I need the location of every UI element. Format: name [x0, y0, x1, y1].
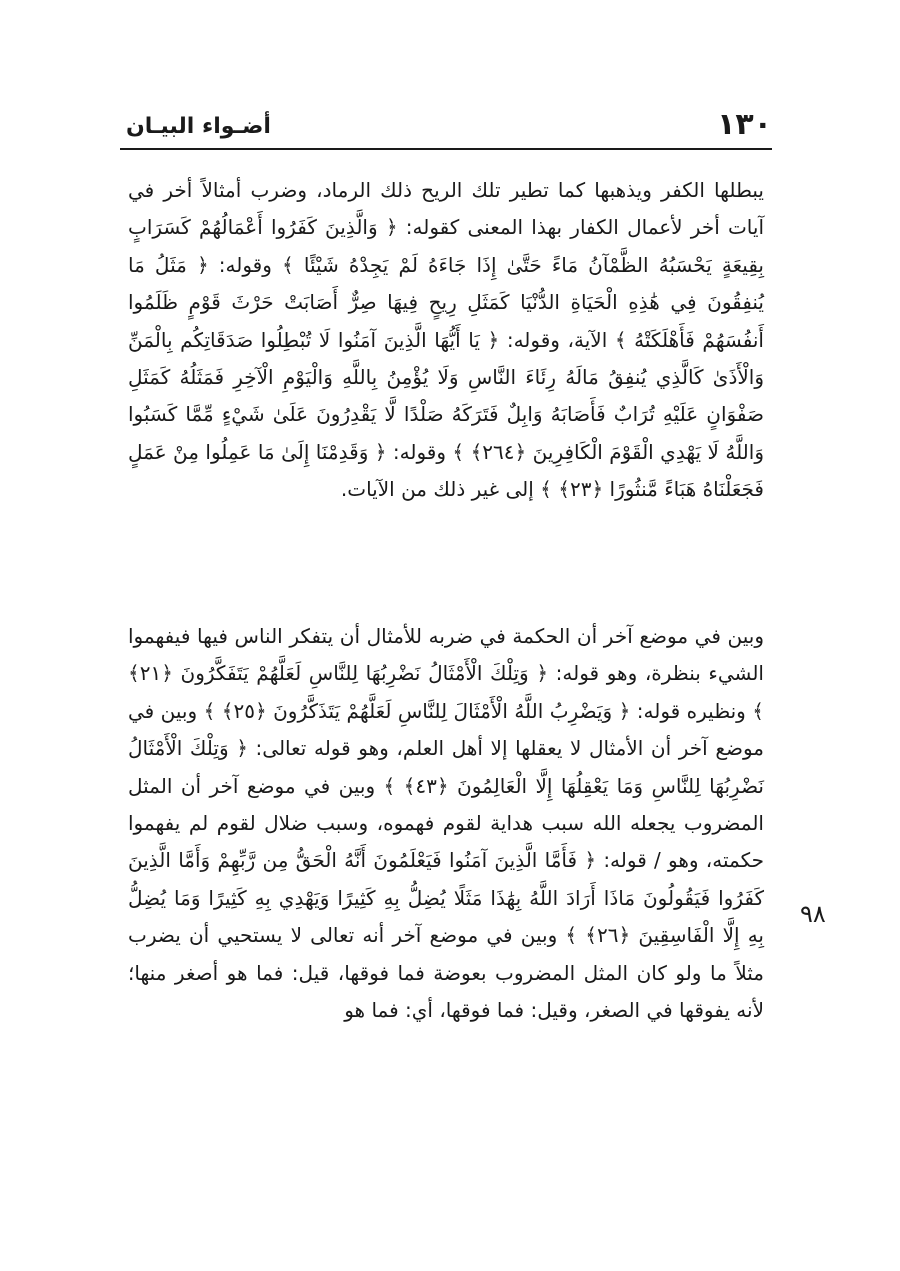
page-header [120, 104, 772, 150]
margin-page-reference: ٩٨ [800, 900, 826, 928]
body-paragraph: يبطلها الكفر ويذهبها كما تطير تلك الريح ذلك الرماد، وضرب أمثالاً أخر في آيات أخر لأعمال الكفار بهذا المعنى كقوله: ﴿ وَالَّذِينَ كَفَرُوا أَعْمَالُهُمْ كَسَرَابٍ بِقِيعَةٍ يَحْسَبُهُ الظَّمْآنُ مَاءً حَتَّىٰ إِذَا جَاءَهُ لَمْ يَجِدْهُ شَيْئًا ﴾ وقوله: ﴿ مَثَلُ مَا يُنفِقُونَ فِي هَٰذِهِ الْحَيَاةِ الدُّنْيَا كَمَثَلِ رِيحٍ فِيهَا صِرٌّ أَصَابَتْ حَرْثَ قَوْمٍ ظَلَمُوا أَنفُسَهُمْ فَأَهْلَكَتْهُ ﴾ الآية، وقوله: ﴿ يَا أَيُّهَا الَّذِينَ آمَنُوا لَا تُبْطِلُوا صَدَقَاتِكُم بِالْمَنِّ وَالْأَذَىٰ كَالَّذِي يُنفِقُ مَالَهُ رِئَاءَ النَّاسِ وَلَا يُؤْمِنُ بِاللَّهِ وَالْيَوْمِ الْآخِرِ فَمَثَلُهُ كَمَثَلِ صَفْوَانٍ عَلَيْهِ تُرَابٌ فَأَصَابَهُ وَابِلٌ فَتَرَكَهُ صَلْدًا لَّا يَقْدِرُونَ عَلَىٰ شَيْءٍ مِّمَّا كَسَبُوا وَاللَّهُ لَا يَهْدِي الْقَوْمَ الْكَافِرِينَ ﴿٢٦٤﴾ ﴾ وقوله: ﴿ وَقَدِمْنَا إِلَىٰ مَا عَمِلُوا مِنْ عَمَلٍ فَجَعَلْنَاهُ هَبَاءً مَّنثُورًا ﴿٢٣﴾ ﴾ إلى غير ذلك من الآيات. [128, 178, 764, 502]
book-title: أضـواء البيـان [126, 114, 271, 139]
body-paragraph: وبين في موضع آخر أن الحكمة في ضربه للأمثال أن يتفكر الناس فيها فيفهموا الشيء بنظرة، وهو قوله: ﴿ وَتِلْكَ الْأَمْثَالُ نَضْرِبُهَا لِلنَّاسِ لَعَلَّهُمْ يَتَفَكَّرُونَ ﴿٢١﴾ ﴾ ونظيره قوله: ﴿ وَيَضْرِبُ اللَّهُ الْأَمْثَالَ لِلنَّاسِ لَعَلَّهُمْ يَتَذَكَّرُونَ ﴿٢٥﴾ ﴾ وبين في موضع آخر أن الأمثال لا يعقلها إلا أهل العلم، وهو قوله تعالى: ﴿ وَتِلْكَ الْأَمْثَالُ نَضْرِبُهَا لِلنَّاسِ وَمَا يَعْقِلُهَا إِلَّا الْعَالِمُونَ ﴿٤٣﴾ ﴾ وبين في موضع آخر أن المثل المضروب يجعله الله سبب هداية لقوم فهموه، وسبب ضلال لقوم لم يفهموا حكمته، وهو / قوله: ﴿ فَأَمَّا الَّذِينَ آمَنُوا فَيَعْلَمُونَ أَنَّهُ الْحَقُّ مِن رَّبِّهِمْ وَأَمَّا الَّذِينَ كَفَرُوا فَيَقُولُونَ مَاذَا أَرَادَ اللَّهُ بِهَٰذَا مَثَلًا يُضِلُّ بِهِ كَثِيرًا وَيَهْدِي بِهِ كَثِيرًا وَمَا يُضِلُّ بِهِ إِلَّا الْفَاسِقِينَ ﴿٢٦﴾ ﴾ وبين في موضع آخر أنه تعالى لا يستحيي أن يضرب مثلاً ما ولو كان المثل المضروب بعوضة فما فوقها، قيل: فما هو أصغر منها؛ لأنه يفوقها في الصغر، وقيل: فما فوقها، أي: فما هو [128, 624, 765, 1023]
page-number: ١٣٠ [717, 107, 772, 142]
